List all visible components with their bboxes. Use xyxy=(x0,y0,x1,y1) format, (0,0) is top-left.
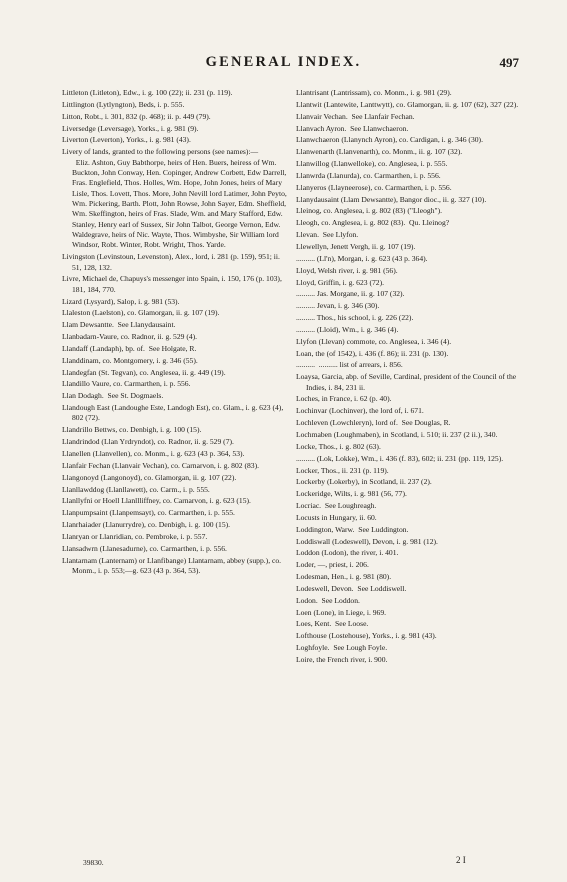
index-entry: .......... .......... list of arrears, i. 856. xyxy=(296,360,403,370)
index-entry: Liverton (Leverton), Yorks., i. g. 981 (43). xyxy=(62,135,191,145)
index-entry: Livingston (Levinstoun, Levenston), Alex., lord, i. 281 (p. 159), 951; ii. 51, 128, 132. xyxy=(62,252,282,272)
index-entry: Liversedge (Leversage), Yorks., i. g. 981 (9). xyxy=(62,123,199,133)
index-entry: Llanellen (Llanvellen), co. Monm., i. g. 623 (43 p. 364, 53). xyxy=(62,449,245,458)
index-entry: Lochmaben (Loughmaben), in Scotland, i. 510; ii. 237 (2 ii.), 340. xyxy=(296,429,498,439)
index-entry: .......... Thos., his school, i. g. 226 (22). xyxy=(296,313,414,323)
index-entry: Llaleston (Laelston), co. Glamorgan, ii. g. 107 (19). xyxy=(62,308,220,318)
index-entry: Llandough East (Landoughe Este, Landogh Est), co. Glam., i. g. 623 (4), 802 (72). xyxy=(62,403,286,423)
index-entry: Llandegfan (St. Tegvan), co. Anglesea, ii. g. 449 (19). xyxy=(62,367,226,377)
index-entry: Llanrhaiader (Llanurrydre), co. Denbigh, i. g. 100 (15). xyxy=(62,520,231,530)
printer-signature: 39830. xyxy=(83,858,104,867)
index-entry: Lloyd, Welsh river, i. g. 981 (56). xyxy=(296,265,398,275)
index-entry: .......... Jas. Morgane, ii. g. 107 (32). xyxy=(296,289,405,299)
gathering-mark: 2 I xyxy=(456,855,466,865)
index-entry: Llantwit (Lantewite, Lanttwytt), co. Glamorgan, ii. g. 107 (62), 327 (22). xyxy=(296,99,519,109)
index-entry: Loddington, Warw. See Luddington. xyxy=(296,524,409,534)
index-entry: Livre, Michael de, Chapuys's messenger into Spain, i. 150, 176 (p. 103), 181, 184, 770. xyxy=(62,274,284,294)
index-entry: Llewellyn, Jenett Vergh, ii. g. 107 (19). xyxy=(296,241,416,251)
index-entry: Loire, the French river, i. 900. xyxy=(296,655,388,664)
index-entry: Llanvach Ayron. See Llanwchaeron. xyxy=(296,123,409,133)
index-entry: .......... (Lok, Lokke), Wm., i. 436 (f. 83), 602; ii. 231 (pp. 119, 125). xyxy=(296,453,504,463)
page-number: 497 xyxy=(499,55,519,70)
index-entry: Lockerby (Lokerby), in Scotland, ii. 237 (2). xyxy=(296,477,432,487)
index-entry: Llevan. See Llyfon. xyxy=(296,230,359,240)
index-entry: Lloyd, Griffin, i. g. 623 (72). xyxy=(296,277,385,287)
index-column-right xyxy=(296,88,521,667)
index-entry: Llandrillo Bettws, co. Denbigh, i. g. 100 (15). xyxy=(62,425,202,435)
index-entry: Llandillo Vaure, co. Carmarthen, i. p. 556. xyxy=(62,379,191,389)
index-entry: Littlington (Lytlyngton), Beds, i. p. 555. xyxy=(62,99,185,109)
index-entry: Llanydausaint (Llam Dewsantte), Bangor dioc., ii. g. 327 (10). xyxy=(296,194,487,204)
index-entry: Lodesman, Hen., i. g. 981 (80). xyxy=(296,572,392,582)
index-entry: Llam Dewsantte. See Llanydausaint. xyxy=(62,320,176,330)
index-entry: Llandaff (Landaph), bp. of. See Holgate, R. xyxy=(62,343,197,353)
index-entry: Locke, Thos., i. g. 802 (63). xyxy=(296,441,381,451)
index-entry: Llanwchaeron (Llanynch Ayron), co. Cardigan, i. g. 346 (30). xyxy=(296,135,483,145)
index-entry: Llansadwrn (Llanesadurne), co. Carmarthen, i. p. 556. xyxy=(62,543,227,553)
index-entry: Livery of lands, granted to the following persons (see names):— Eliz. Ashton, Guy Babthorpe, heirs of Hen. Buers, heiress of Wm. Buckton, John Conway, Hen. Copinger, Andrew Corbett, Edw Darrell, Fras. Englefield, Thos. Holles, Wm. Hope, John Jones, heirs of Mary Lisle, Thos. Lovett, Thos. More, John Nevill lord Latimer, John Peyto, Wm. Pickering, Barth. Plott, John Rowse, John Sayer, Edm. Sheffield, Wm. Skeffington, heirs of Fras. Slade, Wm. and Mary Stafford, Edw. Stanley, Henry earl of Sussex, Sir John Talbot, George Vernon, Edw. Waldegrave, heirs of Nic. Wayte, Thos. Wimbyshe, Sir William lord Windsor, Robt. Winter, Robt. Wright, Thos. Yarde. xyxy=(62,147,287,250)
index-entry: Lleinog, co. Anglesea, i. g. 802 (83) ("Lleogh"). xyxy=(296,206,443,216)
index-entry: Llanwenarth (Llanvenarth), co. Monm., ii. g. 107 (32). xyxy=(296,147,463,157)
index-entry: .......... (Ll'n), Morgan, i. g. 623 (43 p. 364). xyxy=(296,253,428,263)
index-entry: Loan, the (of 1542), i. 436 (f. 86); ii. 231 (p. 130). xyxy=(296,348,449,358)
index-entry: Locriac. See Loughreagh. xyxy=(296,501,377,511)
index-entry: Littleton (Litleton), Edw., i. g. 100 (22); ii. 231 (p. 119). xyxy=(62,88,233,97)
index-entry: Loaysa, Garcia, abp. of Seville, Cardinal, president of the Council of the Indies, i. 84, 231 ii. xyxy=(296,372,519,392)
index-entry: Llanbadarn-Vaure, co. Radnor, ii. g. 529 (4). xyxy=(62,332,198,342)
index-entry: Llan Dodagh. See St. Dogmaels. xyxy=(62,391,164,401)
index-entry: Lleogh, co. Anglesea, i. g. 802 (83). Qu. Lleinog? xyxy=(296,218,450,228)
index-entry: Llanwrda (Llanurda), co. Carmarthen, i. p. 556. xyxy=(296,170,441,180)
index-entry: Llantrisant (Lantrissam), co. Monm., i. g. 981 (29). xyxy=(296,88,452,97)
index-column-left xyxy=(62,88,287,578)
index-entry: Loghfoyle. See Lough Foyle. xyxy=(296,643,388,653)
index-entry: Llangonoyd (Langonoyd), co. Glamorgan, ii. g. 107 (22). xyxy=(62,472,237,482)
index-entry: Llanvair Vechan. See Llanfair Fechan. xyxy=(296,111,415,121)
index-entry: Locusts in Hungary, ii. 60. xyxy=(296,512,377,522)
index-entry: Llanyeros (Llayneerose), co. Carmarthen, i. p. 556. xyxy=(296,182,452,192)
index-entry: Llanfair Fechan (Llanvair Vechan), co. Carnarvon, i. g. 802 (83). xyxy=(62,460,260,470)
index-entry: Loes, Kent. See Loose. xyxy=(296,619,369,629)
index-entry: Lodeswell, Devon. See Loddiswell. xyxy=(296,583,407,593)
index-entry: Lochleven (Lowchleryn), lord of. See Douglas, R. xyxy=(296,418,451,428)
index-entry: Lockeridge, Wilts, i. g. 981 (56, 77). xyxy=(296,489,407,499)
index-entry: Lizard (Lysyard), Salop, i. g. 981 (53). xyxy=(62,296,180,306)
index-entry: Lofthouse (Lostehouse), Yorks., i. g. 981 (43). xyxy=(296,631,437,641)
page-title: GENERAL INDEX. xyxy=(205,54,362,70)
index-entry: .......... Jevan, i. g. 346 (30). xyxy=(296,301,380,311)
index-entry: Loder, —, priest, i. 206. xyxy=(296,560,369,570)
index-entry: Llantarnam (Lanternam) or Llanfibange) Llantarnam, abbey (supp.), co. Monm., i. p. 553;—g. 623 (43 p. 364, 53). xyxy=(62,555,283,575)
index-entry: Loches, in France, i. 62 (p. 40). xyxy=(296,394,392,404)
index-entry: Llanryan or Llanridian, co. Pembroke, i. p. 557. xyxy=(62,531,208,541)
index-entry: Llyfon (Llevan) commote, co. Anglesea, i. 346 (4). xyxy=(296,336,452,346)
index-entry: Llanllawddog (Llanllawett), co. Carm., i. p. 555. xyxy=(62,484,210,494)
index-entry: Loddiswall (Lodeswell), Devon, i. g. 981 (12). xyxy=(296,536,438,546)
index-entry: Llanllyfni or Hoell Llanllliffney, co. Carnarvon, i. g. 623 (15). xyxy=(62,496,251,506)
index-entry: Loen (Lone), in Liege, i. 969. xyxy=(296,607,387,617)
index-entry: Loddon (Lodon), the river, i. 401. xyxy=(296,548,399,558)
index-entry: Llanpumpsaint (Llanpemsayt), co. Carmarthen, i. p. 555. xyxy=(62,508,235,518)
index-entry: Llanwillog (Llanwelloke), co. Anglesea, i. p. 555. xyxy=(296,159,448,169)
index-entry: .......... (Lloid), Wm., i. g. 346 (4). xyxy=(296,324,399,334)
index-entry: Llandrindod (Llan Yrdryndot), co. Radnor, ii. g. 529 (7). xyxy=(62,437,234,447)
index-entry: Llanddinam, co. Montgomery, i. g. 346 (55). xyxy=(62,355,198,365)
index-entry: Locker, Thos., ii. 231 (p. 119). xyxy=(296,465,389,475)
index-entry: Lochinvar (Lochinver), the lord of, i. 671. xyxy=(296,406,424,416)
index-entry: Litton, Robt., i. 301, 832 (p. 468); ii. p. 449 (79). xyxy=(62,111,211,121)
index-entry: Lodon. See Loddon. xyxy=(296,595,360,605)
